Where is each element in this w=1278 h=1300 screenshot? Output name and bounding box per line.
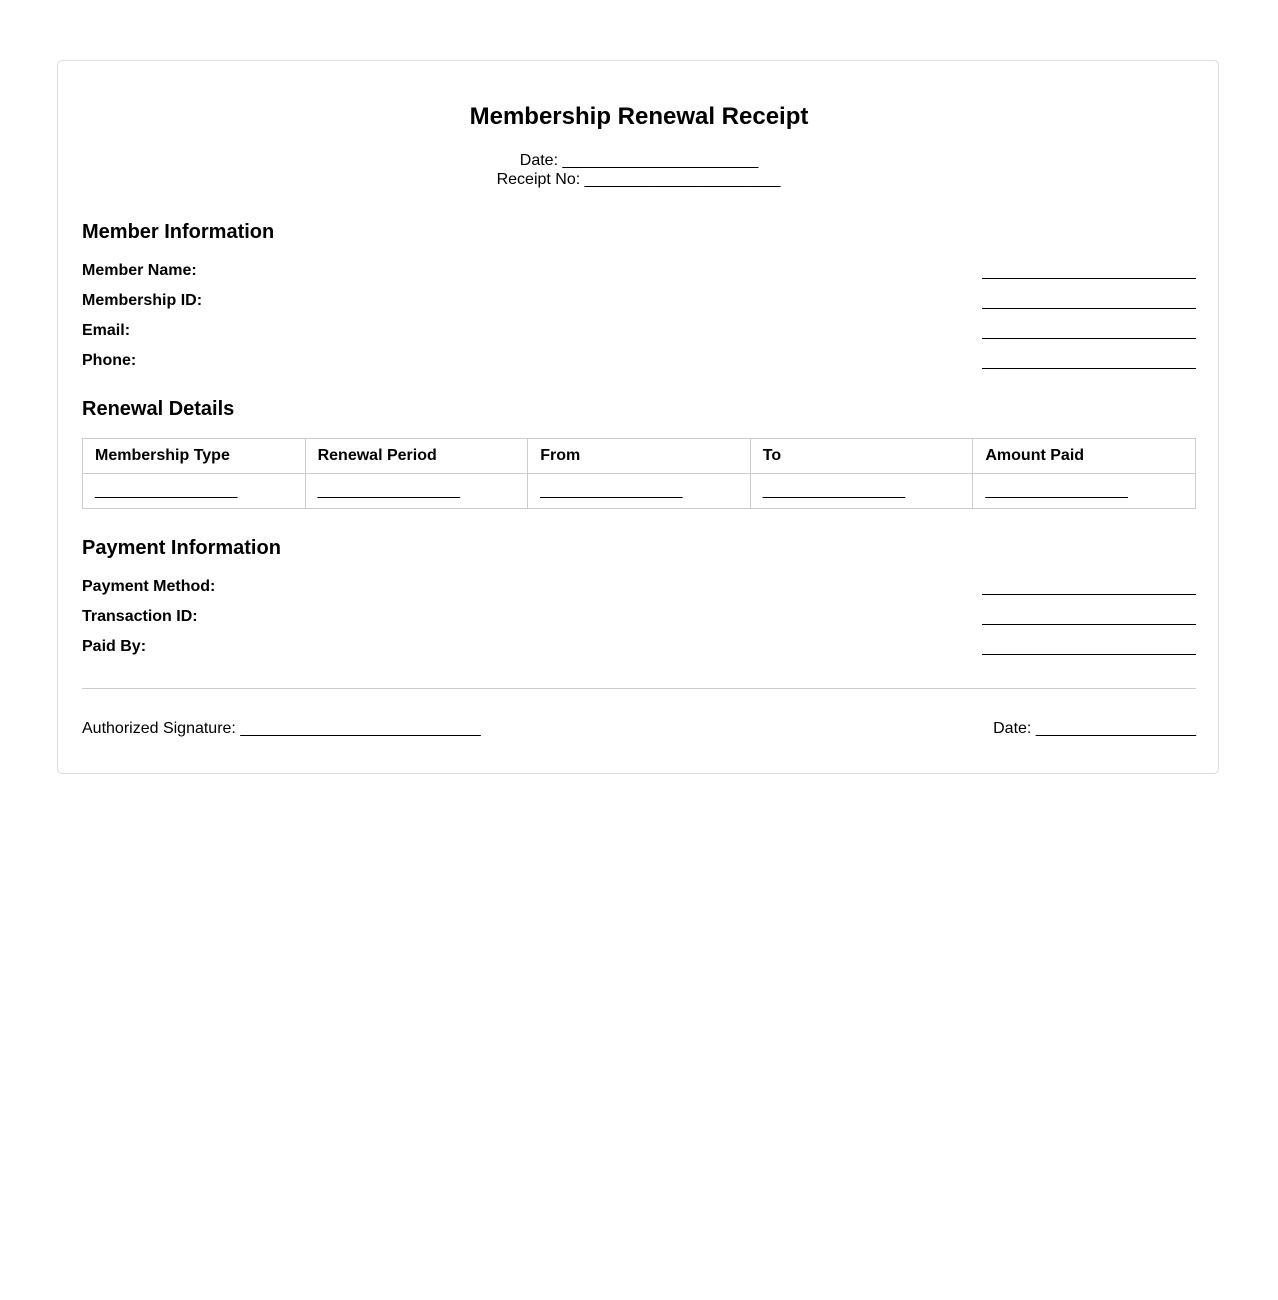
field-line[interactable] <box>982 368 1196 369</box>
field-label: Phone: <box>82 352 137 369</box>
field-line[interactable] <box>982 624 1196 625</box>
renewal-details-heading: Renewal Details <box>82 398 235 420</box>
member-info-heading: Member Information <box>82 221 275 243</box>
table-cell-blank[interactable]: ________________ <box>83 474 306 509</box>
table-cell-blank[interactable]: ________________ <box>528 474 751 509</box>
footer-date <box>993 720 1196 738</box>
phone-field <box>82 352 1196 374</box>
field-label: Paid By: <box>82 638 147 655</box>
footer-date-label: Date: <box>993 720 1032 737</box>
payment-info-heading: Payment Information <box>82 537 281 559</box>
paid-by-field <box>82 638 1196 660</box>
column-header: From <box>528 439 751 474</box>
header-receipt-no <box>0 171 1278 189</box>
field-label: Email: <box>82 322 131 339</box>
receipt-no-blank[interactable]: ______________________ <box>584 171 781 188</box>
field-line[interactable] <box>982 308 1196 309</box>
payment-method-field <box>82 578 1196 600</box>
field-label: Transaction ID: <box>82 608 198 625</box>
table-cell-blank[interactable]: ________________ <box>750 474 973 509</box>
transaction-id-field <box>82 608 1196 630</box>
header-date <box>0 152 1278 170</box>
column-header: Membership Type <box>83 439 306 474</box>
authorized-signature <box>82 720 481 738</box>
table-cell-blank[interactable]: ________________ <box>973 474 1196 509</box>
signature-blank[interactable]: ___________________________ <box>240 720 481 737</box>
table-row <box>83 474 1196 509</box>
email-field <box>82 322 1196 344</box>
field-label: Member Name: <box>82 262 197 279</box>
field-label: Payment Method: <box>82 578 216 595</box>
column-header: Renewal Period <box>305 439 528 474</box>
field-label: Membership ID: <box>82 292 203 309</box>
footer-date-blank[interactable]: __________________ <box>1035 720 1196 737</box>
field-line[interactable] <box>982 278 1196 279</box>
member-name-field <box>82 262 1196 284</box>
field-line[interactable] <box>982 338 1196 339</box>
column-header: Amount Paid <box>973 439 1196 474</box>
date-blank[interactable]: ______________________ <box>562 152 759 169</box>
table-header-row <box>83 439 1196 474</box>
column-header: To <box>750 439 973 474</box>
page-title: Membership Renewal Receipt <box>469 103 809 130</box>
field-line[interactable] <box>982 594 1196 595</box>
field-line[interactable] <box>982 654 1196 655</box>
membership-id-field <box>82 292 1196 314</box>
signature-label: Authorized Signature: <box>82 720 236 737</box>
table-cell-blank[interactable]: ________________ <box>305 474 528 509</box>
divider <box>82 688 1196 689</box>
date-label: Date: <box>519 152 559 169</box>
renewal-table <box>82 438 1196 509</box>
receipt-no-label: Receipt No: <box>496 171 581 188</box>
